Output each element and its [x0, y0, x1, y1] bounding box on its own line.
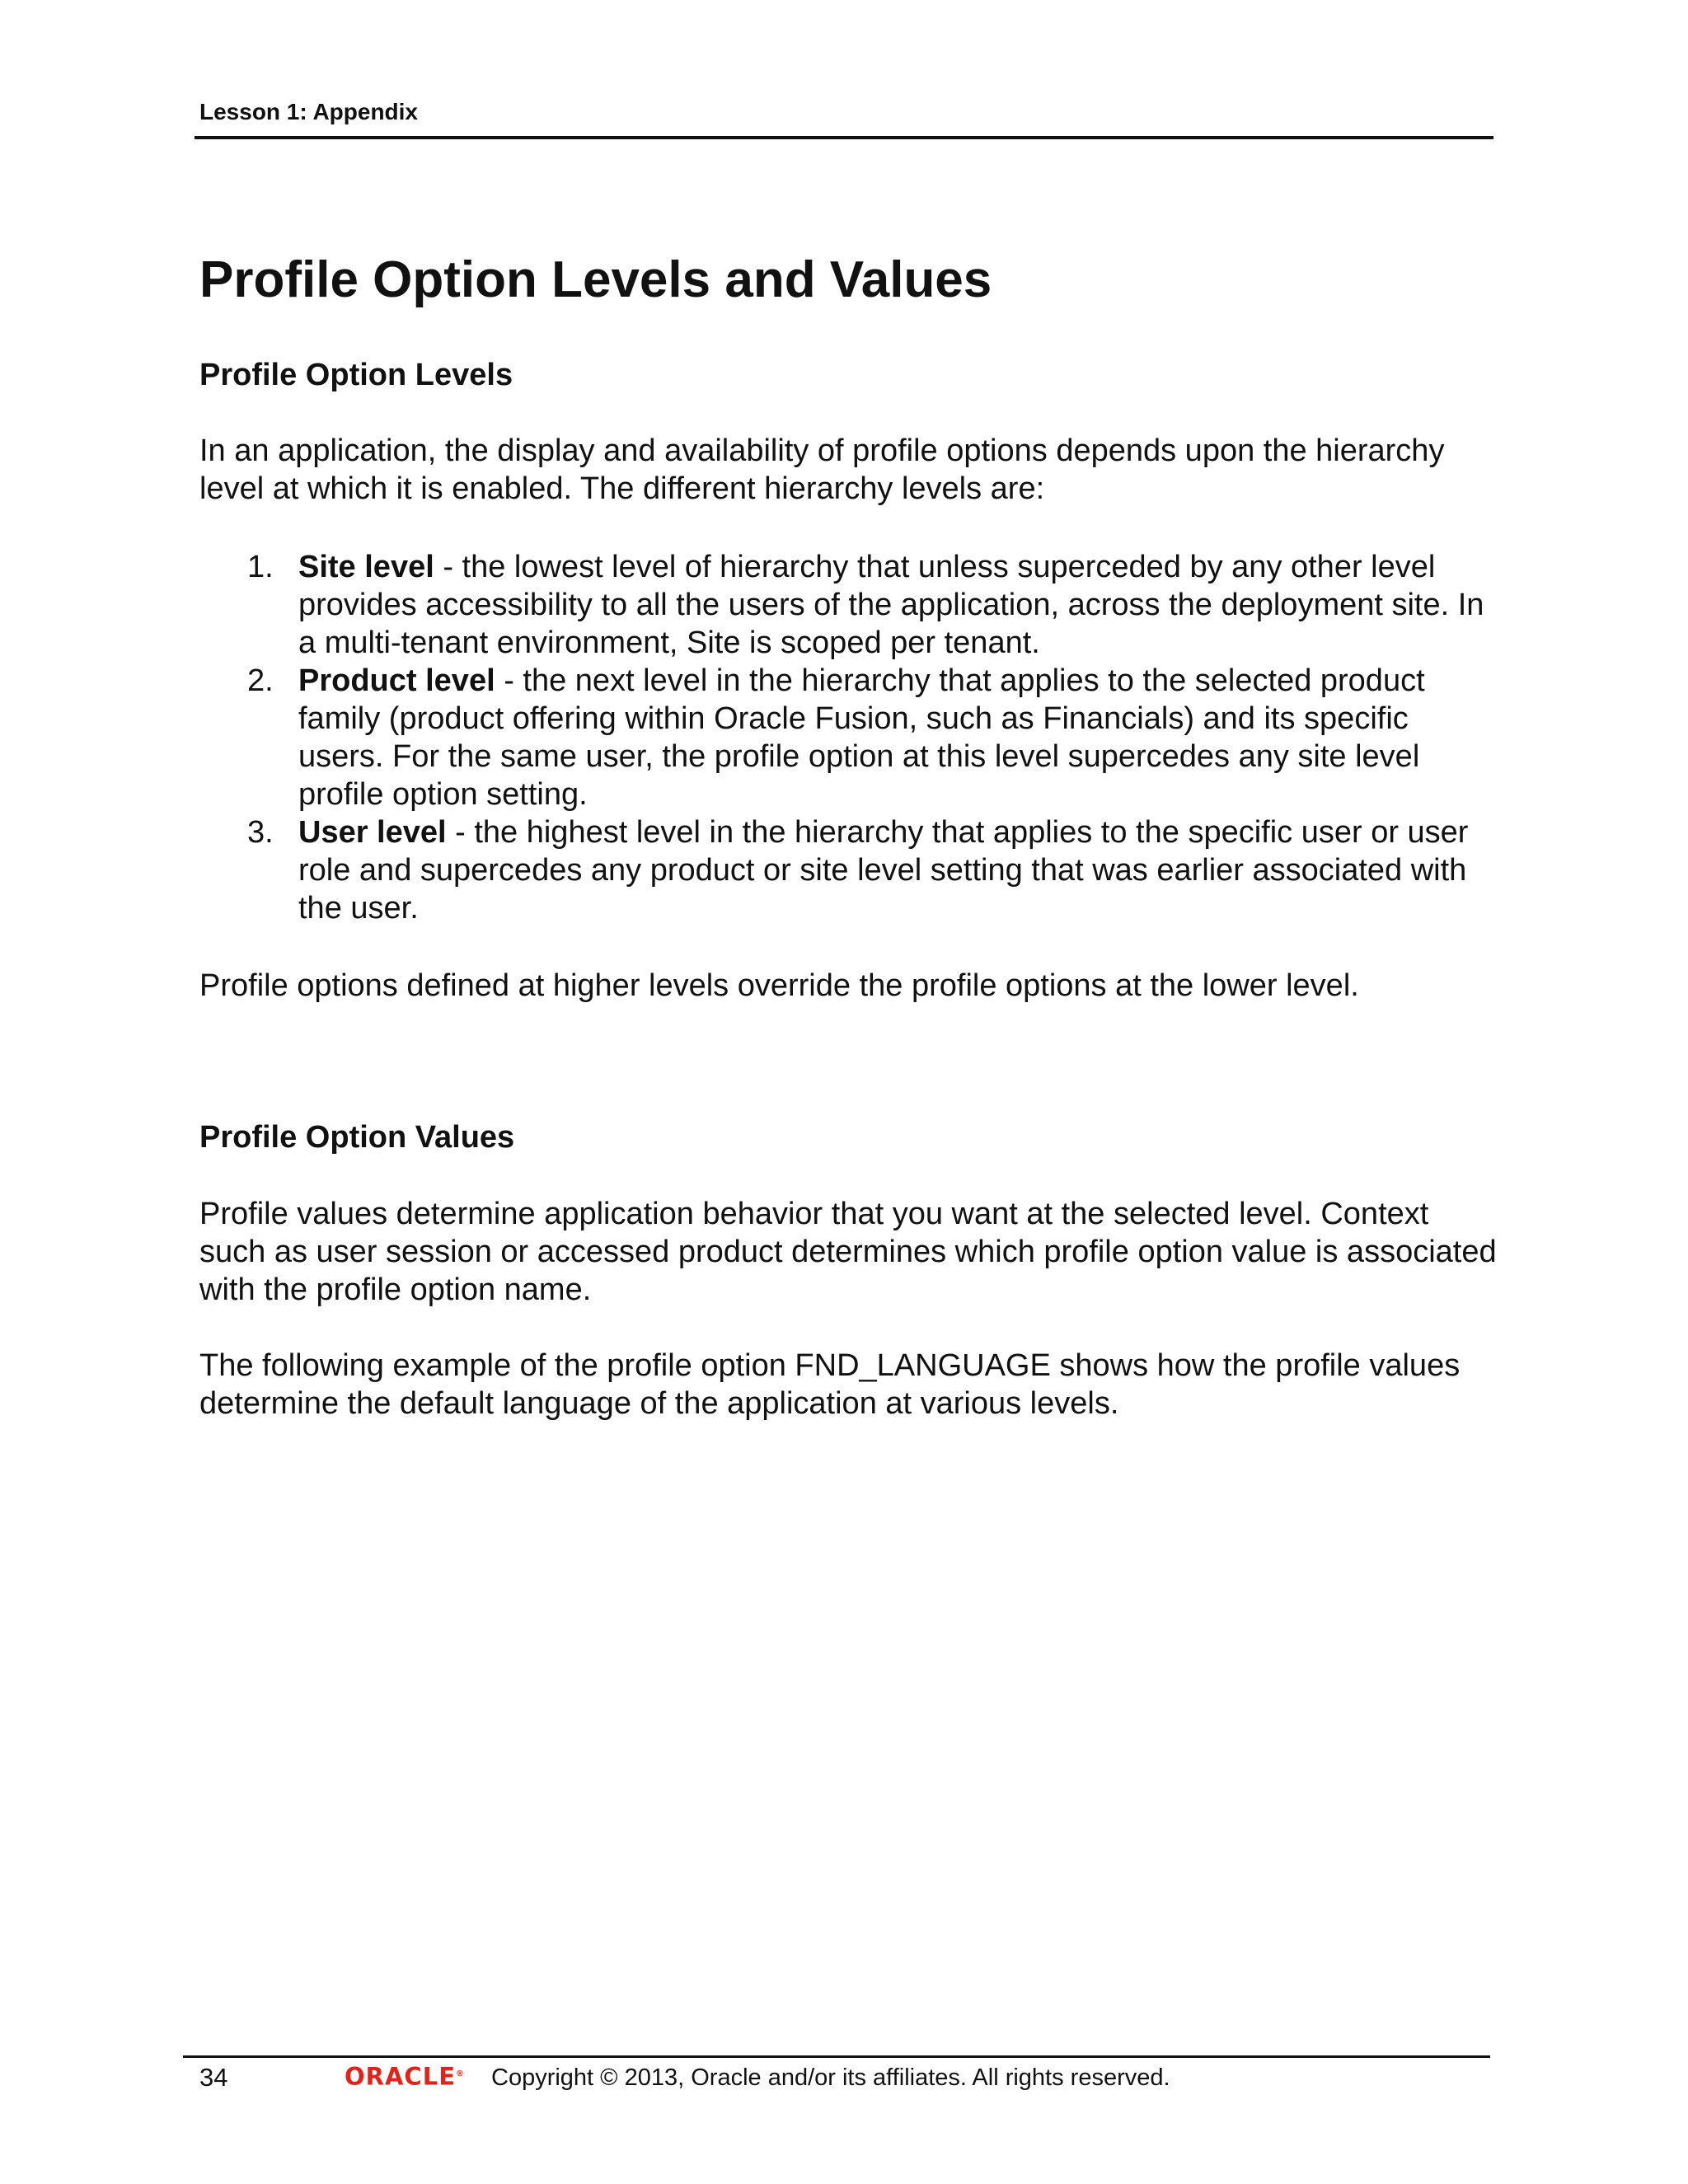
header-rule [195, 136, 1493, 139]
running-header: Lesson 1: Appendix [199, 99, 419, 124]
page-number: 34 [199, 2063, 228, 2092]
list-item-site-level [199, 548, 1502, 662]
list-item-number: 1. [247, 550, 274, 584]
trademark-mark: ® [456, 2069, 465, 2079]
level-term: Site level [298, 550, 434, 584]
level-description: - the highest level in the hierarchy that applies to the specific user or user role and supercedes any product or site level setting that was earlier associated with the user. [298, 815, 1469, 926]
level-term: Product level [298, 663, 495, 698]
oracle-logo [345, 2060, 465, 2092]
values-paragraph-2: The following example of the profile option FND_LANGUAGE shows how the profile values determine the default language of the application at various levels. [199, 1348, 1461, 1421]
list-item-number: 2. [247, 663, 274, 698]
levels-closing-paragraph: Profile options defined at higher levels override the profile options at the lower level. [199, 968, 1359, 1003]
page-title: Profile Option Levels and Values [199, 251, 992, 308]
hierarchy-levels-list [199, 548, 1502, 927]
section-heading-levels: Profile Option Levels [199, 358, 513, 392]
levels-intro-paragraph: In an application, the display and availability of profile options depends upon the hierarchy level at which it is enabled. The different hierarchy levels are: [199, 434, 1445, 506]
level-description: - the lowest level of hierarchy that unless superceded by any other level provides accessibility to all the users of the application, across the deployment site. In a multi-tenant environment, Site is scoped per tenant. [298, 550, 1484, 660]
copyright-notice: Copyright © 2013, Oracle and/or its affiliates. All rights reserved. [491, 2064, 1170, 2091]
list-item-product-level [199, 662, 1502, 813]
list-item-user-level [199, 813, 1502, 927]
level-term: User level [298, 815, 447, 850]
level-description: - the next level in the hierarchy that applies to the selected product family (product offering within Oracle Fusion, such as Financials) and its specific users. For the same user, the profile option at this level supercedes any site level profile option setting. [298, 663, 1425, 812]
footer-rule [183, 2055, 1490, 2058]
list-item-number: 3. [247, 815, 274, 850]
oracle-logo-text: ORACLE [345, 2062, 456, 2091]
section-heading-values: Profile Option Values [199, 1120, 515, 1155]
values-paragraph-1: Profile values determine application behavior that you want at the selected level. Context such as user session or accessed product determines which profile option value is associated with the profile option name. [199, 1197, 1497, 1307]
